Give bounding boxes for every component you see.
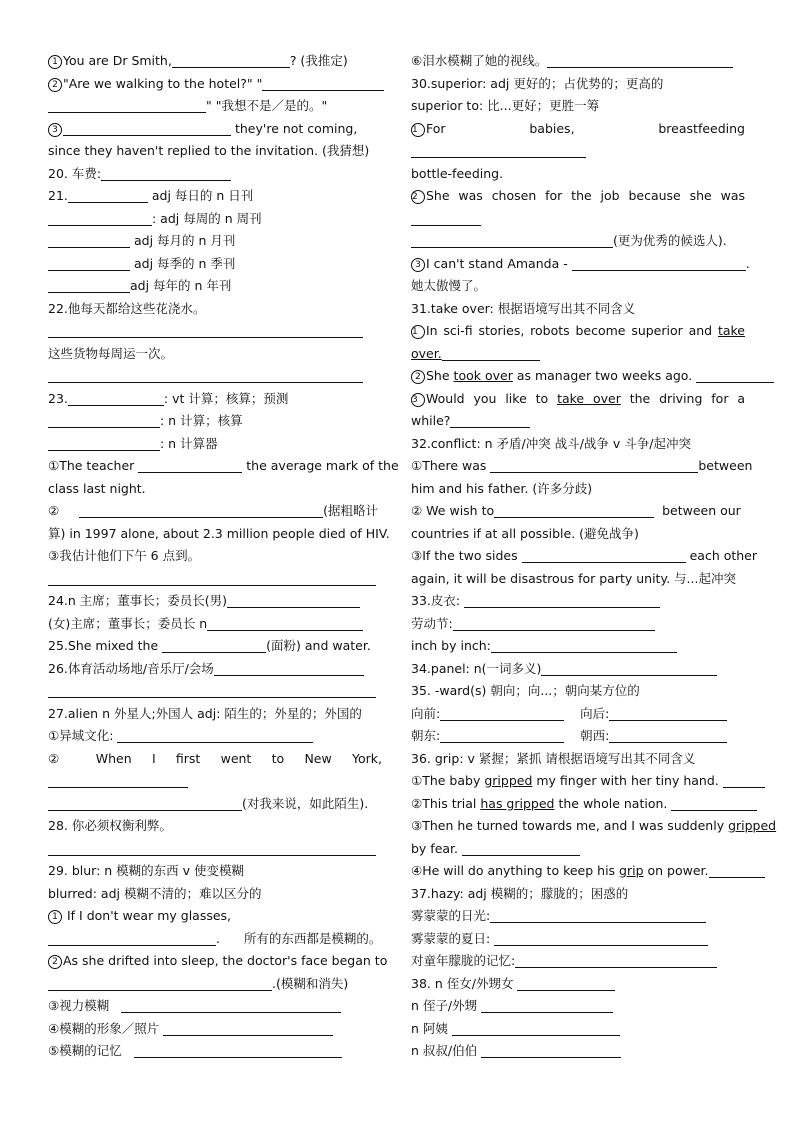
blank[interactable] bbox=[490, 456, 698, 473]
blank[interactable] bbox=[696, 366, 774, 383]
q32: 32.conflict: n 矛盾/冲突 战斗/战争 v 斗争/起冲突 bbox=[411, 435, 691, 451]
q19-line-5: since they haven't replied to the invitation. (我猜想) bbox=[48, 143, 370, 158]
circle-1-icon: 1 bbox=[48, 55, 62, 69]
blank[interactable] bbox=[68, 186, 148, 203]
blank[interactable] bbox=[462, 839, 580, 856]
circle-2-icon: 2 bbox=[48, 78, 62, 92]
blank[interactable] bbox=[117, 726, 313, 743]
q23-2: ② (据粗略计 bbox=[48, 503, 378, 518]
blank[interactable] bbox=[79, 501, 323, 518]
blank[interactable] bbox=[547, 51, 733, 68]
q30: 30.superior: adj 更好的；占优势的；更高的 bbox=[411, 75, 664, 91]
blank[interactable] bbox=[442, 344, 540, 361]
q28-blank bbox=[48, 838, 382, 861]
q22-b: 这些货物每周运一次。 bbox=[48, 345, 174, 361]
q38-c: n 叔叔/伯伯 bbox=[411, 1040, 745, 1063]
blank[interactable] bbox=[48, 209, 152, 226]
q29-2b: .(模糊和消失) bbox=[48, 973, 382, 996]
circle-1-icon: 1 bbox=[411, 325, 425, 339]
blank[interactable] bbox=[411, 209, 481, 226]
blank[interactable] bbox=[48, 254, 130, 271]
blank[interactable] bbox=[172, 51, 290, 68]
right-column bbox=[411, 50, 777, 1063]
circle-2-icon: 2 bbox=[48, 955, 62, 969]
q19-line-4: 3 they're not coming, bbox=[48, 118, 382, 141]
q27-2: ② When I first went to New York, bbox=[48, 750, 382, 766]
circle-2-icon: 2 bbox=[411, 190, 425, 204]
q29: 29. blur: n 模糊的东西 v 使变模糊 bbox=[48, 863, 245, 878]
blank[interactable] bbox=[572, 254, 746, 271]
q37: 37.hazy: adj 模糊的；朦胧的；困惑的 bbox=[411, 885, 629, 901]
blank[interactable] bbox=[453, 614, 655, 631]
blank[interactable] bbox=[411, 141, 586, 158]
q36: 36. grip: v 紧握；紧抓 请根据语境写出其不同含义 bbox=[411, 750, 696, 766]
q21-c: adj 每月的 n 月刊 bbox=[48, 230, 382, 253]
blank[interactable] bbox=[48, 96, 206, 113]
blank[interactable] bbox=[48, 681, 376, 698]
q23-blank bbox=[48, 568, 382, 591]
circle-3-icon: 3 bbox=[48, 123, 62, 137]
blank[interactable] bbox=[481, 1041, 621, 1058]
q28: 28. 你必须权衡利弊。 bbox=[48, 818, 172, 833]
blank[interactable] bbox=[48, 974, 272, 991]
q30-1: 1 For babies, breastfeeding bbox=[412, 120, 745, 136]
q21-b: : adj 每周的 n 周刊 bbox=[48, 208, 382, 231]
q25: 25.She mixed the (面粉) and water. bbox=[48, 638, 371, 653]
q36-2: ②This trial has gripped the whole nation. bbox=[411, 793, 745, 816]
blank[interactable] bbox=[464, 591, 660, 608]
blank[interactable] bbox=[214, 659, 364, 676]
blank[interactable] bbox=[411, 231, 613, 248]
q31-2: 2 She took over as manager two weeks ago. bbox=[411, 365, 745, 388]
blank[interactable] bbox=[162, 636, 266, 653]
blank[interactable] bbox=[101, 164, 231, 181]
q21-a: 21. adj 每日的 n 日刊 bbox=[48, 188, 254, 203]
circle-1-icon: 1 bbox=[411, 123, 425, 137]
q32-1c: him and his father. (许多分歧) bbox=[411, 480, 593, 496]
blank[interactable] bbox=[68, 389, 164, 406]
q20: 20. 车费: bbox=[48, 163, 382, 186]
circle-3-icon: 3 bbox=[411, 258, 425, 272]
blank[interactable] bbox=[48, 839, 376, 856]
blank[interactable] bbox=[490, 906, 706, 923]
q32-3c: again, it will be disastrous for party unity. 与...起冲突 bbox=[411, 570, 736, 586]
q34: 34.panel: n(一词多义) bbox=[411, 658, 745, 681]
blank[interactable] bbox=[491, 636, 677, 653]
blank[interactable] bbox=[48, 794, 242, 811]
q33: 33.皮衣: bbox=[411, 590, 745, 613]
blank[interactable] bbox=[723, 771, 765, 788]
q22-blank-a bbox=[48, 320, 382, 343]
q23-3: ③我估计他们下午 6 点到。 bbox=[48, 548, 201, 563]
blank[interactable] bbox=[48, 411, 160, 428]
blank[interactable] bbox=[452, 1019, 620, 1036]
blank[interactable] bbox=[440, 704, 564, 721]
blank[interactable] bbox=[671, 794, 757, 811]
q29-6: ⑥泪水模糊了她的视线。 bbox=[411, 50, 745, 73]
blank[interactable] bbox=[494, 501, 654, 518]
q19-line-1: 1 You are Dr Smith, ? (我推定) bbox=[48, 50, 382, 73]
q37-b: 雾蒙蒙的夏日: bbox=[411, 928, 745, 951]
q22-a: 22.他每天都给这些花浇水。 bbox=[48, 300, 206, 316]
q38-b: n 阿姨 bbox=[411, 1018, 745, 1041]
q23-c: : n 计算器 bbox=[48, 433, 382, 456]
q29-2: 2 As she drifted into sleep, the doctor's face began to bbox=[48, 950, 382, 973]
blank[interactable] bbox=[517, 974, 615, 991]
q26: 26.体育活动场地/音乐厅/会场 bbox=[48, 658, 382, 681]
blank[interactable] bbox=[541, 659, 717, 676]
blank[interactable] bbox=[48, 771, 188, 788]
q27-2b: (对我来说，如此陌生). bbox=[48, 793, 382, 816]
q38-a: n 侄子/外甥 bbox=[411, 995, 745, 1018]
q36-4: ④He will do anything to keep his grip on power. bbox=[411, 860, 745, 883]
blank[interactable] bbox=[134, 1041, 342, 1058]
q27-2-blank bbox=[48, 770, 382, 793]
q30-2-blank bbox=[411, 208, 745, 231]
q33-c: inch by inch: bbox=[411, 635, 745, 658]
q31-3b: while? bbox=[411, 410, 745, 433]
q26-blank bbox=[48, 680, 382, 703]
q30-1-blank bbox=[411, 140, 745, 163]
blank[interactable] bbox=[48, 569, 376, 586]
q24-a: 24.n 主席；董事长；委员长(男) bbox=[48, 590, 382, 613]
q29-4: ④模糊的形象／照片 bbox=[48, 1018, 382, 1041]
q37-c: 对童年朦胧的记忆: bbox=[411, 950, 745, 973]
q19-line-3: " "我想不是／是的。" bbox=[48, 95, 382, 118]
q24-b: (女)主席；董事长；委员长 n bbox=[48, 613, 382, 636]
q30-1c: bottle-feeding. bbox=[411, 165, 504, 181]
q36-1: ①The baby gripped my finger with her tiny hand. bbox=[411, 770, 745, 793]
blank[interactable] bbox=[262, 74, 384, 91]
blank[interactable] bbox=[48, 434, 160, 451]
q30-3c: 她太傲慢了。 bbox=[411, 278, 487, 293]
q23-b: : n 计算；核算 bbox=[48, 410, 382, 433]
q23-1b: class last night. bbox=[48, 480, 146, 496]
q29-1: 1 If I don't wear my glasses, bbox=[48, 905, 382, 928]
q38: 38. n 侄女/外甥女 bbox=[411, 973, 745, 996]
q32-2c: countries if at all possible. (避免战争) bbox=[411, 525, 639, 541]
q29-1b: . 所有的东西都是模糊的。 bbox=[48, 928, 382, 951]
q27: 27.alien n 外星人;外国人 adj: 陌生的；外星的；外国的 bbox=[48, 705, 362, 721]
blank[interactable] bbox=[48, 321, 363, 338]
circle-2-icon: 2 bbox=[411, 370, 425, 384]
q21-d: adj 每季的 n 季刊 bbox=[48, 253, 382, 276]
q30-2: 2 She was chosen for the job because she was bbox=[412, 188, 745, 203]
blank[interactable] bbox=[63, 119, 231, 136]
q31-1: 1 In sci-fi stories, robots become superior and take bbox=[412, 323, 745, 338]
q31-1b: over. bbox=[411, 343, 745, 366]
blank[interactable] bbox=[48, 366, 363, 383]
q27-1: ①异域文化: bbox=[48, 725, 382, 748]
q32-2: ② We wish to between our bbox=[411, 503, 741, 518]
q30-3: 3 I can't stand Amanda - . bbox=[411, 253, 745, 276]
blank[interactable] bbox=[450, 411, 530, 428]
blank[interactable] bbox=[522, 546, 686, 563]
blank[interactable] bbox=[48, 231, 130, 248]
q36-3b: by fear. bbox=[411, 838, 745, 861]
q21-e: adj 每年的 n 年刊 bbox=[48, 275, 382, 298]
blank[interactable] bbox=[163, 1019, 333, 1036]
q29-5: ⑤模糊的记忆 bbox=[48, 1040, 382, 1063]
blank[interactable] bbox=[48, 929, 216, 946]
blank[interactable] bbox=[138, 456, 242, 473]
q36-3: ③Then he turned towards me, and I was suddenly gripped bbox=[411, 818, 777, 833]
blank[interactable] bbox=[609, 726, 727, 743]
q35-c: 朝东: 朝西: bbox=[411, 725, 745, 748]
q29-3: ③视力模糊 bbox=[48, 995, 382, 1018]
q33-b: 劳动节: bbox=[411, 613, 745, 636]
q23-1: ①The teacher the average mark of the bbox=[48, 458, 399, 473]
blank[interactable] bbox=[515, 951, 717, 968]
blank[interactable] bbox=[227, 591, 360, 608]
q35-a: 向前: 向后: bbox=[411, 703, 745, 726]
blank[interactable] bbox=[207, 614, 363, 631]
circle-3-icon: 3 bbox=[411, 393, 425, 407]
q29-b: blurred: adj 模糊不清的；难以区分的 bbox=[48, 885, 262, 901]
q23-a: 23. : vt 计算；核算；预测 bbox=[48, 390, 289, 406]
circle-1-icon: 1 bbox=[48, 910, 62, 924]
q23-2b: 算) in 1997 alone, about 2.3 million people died of HIV. bbox=[48, 525, 390, 541]
blank[interactable] bbox=[481, 996, 613, 1013]
blank[interactable] bbox=[48, 276, 130, 293]
blank[interactable] bbox=[121, 996, 341, 1013]
blank[interactable] bbox=[609, 704, 727, 721]
q31-3: 3 Would you like to take over the driving for a bbox=[412, 390, 745, 406]
q19-line-2: 2 "Are we walking to the hotel?" " bbox=[48, 73, 382, 96]
q31: 31.take over: 根据语境写出其不同含义 bbox=[411, 300, 636, 316]
q30-2b: (更为优秀的候选人). bbox=[411, 230, 745, 253]
q22-blank-b bbox=[48, 365, 382, 388]
q35: 35. -ward(s) 朝向；向...；朝向某方位的 bbox=[411, 683, 640, 698]
blank[interactable] bbox=[440, 726, 564, 743]
q32-1: ①There was between bbox=[411, 458, 753, 473]
q37-a: 雾蒙蒙的日光: bbox=[411, 905, 745, 928]
q32-3: ③If the two sides each other bbox=[411, 548, 758, 563]
q30-b: superior to: 比...更好；更胜一筹 bbox=[411, 98, 600, 113]
left-column bbox=[48, 50, 399, 1063]
blank[interactable] bbox=[494, 929, 708, 946]
blank[interactable] bbox=[709, 861, 765, 878]
